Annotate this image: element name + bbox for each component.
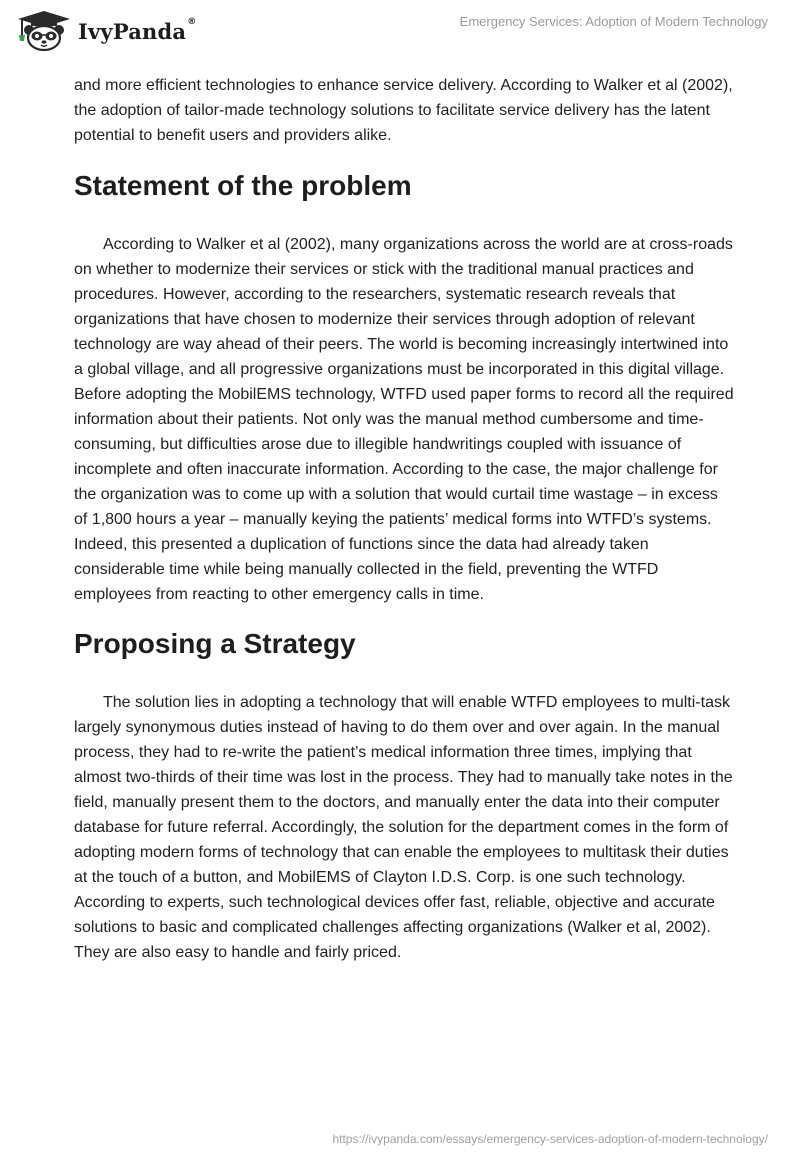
- registered-mark: ®: [187, 16, 197, 27]
- section-heading-strategy: Proposing a Strategy: [74, 628, 356, 659]
- source-url-link[interactable]: https://ivypanda.com/essays/emergency-services-adoption-of-modern-technology/: [332, 1132, 768, 1146]
- document-title: Emergency Services: Adoption of Modern Technology: [459, 14, 768, 29]
- panda-graduate-icon: [14, 9, 72, 51]
- essay-body: [74, 73, 734, 965]
- problem-paragraph: According to Walker et al (2002), many organizations across the world are at cross-roads on whether to modernize their services or stick with the traditional manual practices and procedures. However, according to the researchers, systematic research reveals that organizations that have chosen to modernize their services through adoption of relevant technology are way ahead of their peers. The world is becoming increasingly intertwined into a global village, and all progressive organizations must be incorporated in this digital village. Before adopting the MobilEMS technology, WTFD used paper forms to record all the required information about their patients. Not only was the manual method cumbersome and time-consuming, but difficulties arose due to illegible handwritings coupled with issuance of incomplete and often inaccurate information. According to the case, the major challenge for the organization was to come up with a solution that would curtail time wastage – in excess of 1,800 hours a year – manually keying the patients’ medical forms into WTFD’s systems. Indeed, this presented a duplication of functions since the data had already taken considerable time while being manually collected in the field, preventing the WTFD employees from reacting to other emergency calls in time.: [74, 236, 734, 603]
- logo-wordmark: IvyPanda®: [78, 16, 197, 44]
- strategy-paragraph: The solution lies in adopting a technology that will enable WTFD employees to multi-task largely synonymous duties instead of having to do them over and over again. In the manual process, they had to re-write the patient’s medical information three times, implying that almost two-thirds of their time was lost in the process. They had to manually take notes in the field, manually present them to the doctors, and manually enter the data into their computer database for future referral. Accordingly, the solution for the department comes in the form of adopting modern forms of technology that can enable the employees to multitask their duties at the touch of a button, and MobilEMS of Clayton I.D.S. Corp. is one such technology. According to experts, such technological devices offer fast, reliable, objective and accurate solutions to basic and complicated challenges affecting organizations (Walker et al, 2002). They are also easy to handle and fairly priced.: [74, 694, 733, 961]
- page-header: [0, 0, 800, 64]
- ivypanda-logo[interactable]: [14, 9, 196, 51]
- section-heading-problem: Statement of the problem: [74, 170, 412, 201]
- intro-paragraph: and more efficient technologies to enhance service delivery. According to Walker et al (2002), the adoption of tailor-made technology solutions to facilitate service delivery has the latent potential to benefit users and providers alike.: [74, 77, 733, 144]
